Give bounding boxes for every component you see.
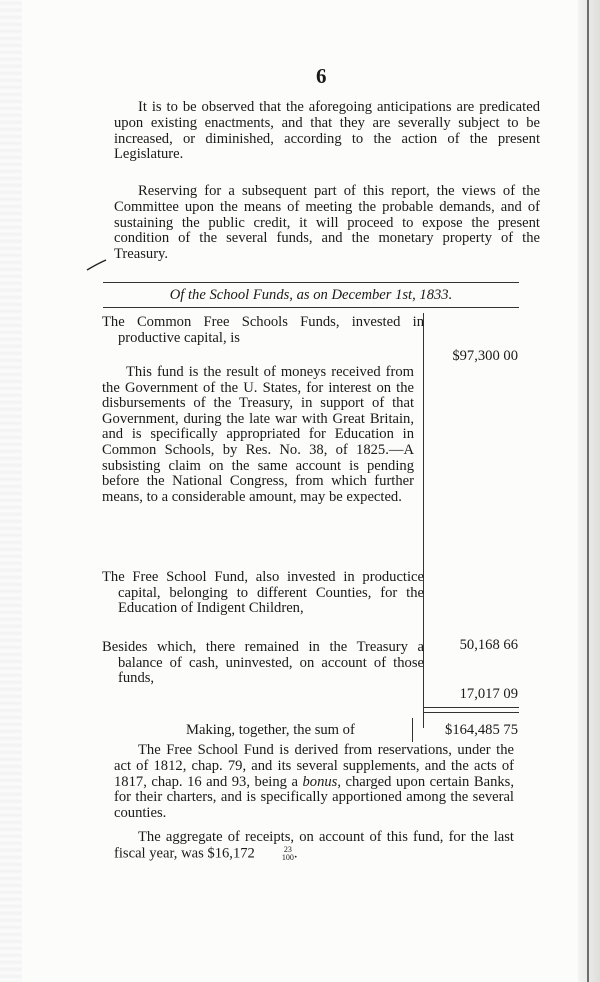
balance-entry: [102, 640, 424, 687]
fraction-numerator: 23: [283, 844, 292, 854]
balance-amount: 17,017 09: [459, 686, 518, 702]
common-fund-note-text: This fund is the result of moneys received from the Government of the U. States, for interest on the disbursements of the Treasury, in support of that Government, during the late war with Great Britain, and is specifically appropriated for Education in Common Schools, by Res. No. 38, of 1825.—A subsisting claim on the same account is pending before the National Congress, from which further means, to a considerable amount, may be expected.: [102, 364, 414, 505]
total-rule-lower: [423, 712, 519, 713]
section-rule-bottom: [103, 307, 519, 308]
paragraph-derivation: [114, 743, 514, 822]
pen-mark-icon: [86, 258, 108, 272]
paragraph-text: Reserving for a subsequent part of this report, the views of the Committee upon the means of meeting the probable demands, and of sustaining the public credit, it will proceed to expose the present condition of the several funds, and the monetary property of the Treasury.: [114, 183, 540, 263]
common-fund-entry: [102, 315, 424, 346]
section-rule-top: [103, 282, 519, 283]
common-fund-note: [102, 365, 414, 505]
binding-gutter-left: [0, 0, 22, 982]
paragraph-text: The aggregate of receipts, on account of this fund, for the last fiscal year, was $16,172 23 100 .: [114, 829, 514, 862]
paragraph-anticipations: [114, 100, 540, 163]
common-fund-text: The Common Free Schools Funds, invested in productive capital, is: [102, 314, 424, 346]
common-fund-amount: $97,300 00: [452, 348, 518, 364]
total-label: Making, together, the sum of: [186, 722, 355, 738]
section-title: Of the School Funds, as on December 1st, 1833.: [169, 287, 453, 303]
page-edge-line: [587, 0, 589, 982]
paragraph-reserving: [114, 184, 540, 263]
total-rule-upper: [423, 707, 519, 708]
free-school-fund-entry: [102, 570, 424, 617]
fraction-denominator: 100: [281, 852, 294, 862]
cents-fraction: [258, 846, 294, 862]
paragraph-text: [114, 743, 514, 822]
derivation-italic: bonus: [302, 773, 338, 790]
total-amount: $164,485 75: [445, 722, 518, 738]
receipts-text: The aggregate of receipts, on account of this fund, for the last fiscal year, was $16,172: [114, 829, 514, 862]
page-number: 6: [316, 64, 327, 88]
derivation-text-end: , charged upon certain Banks, for their charters, and is specifically apportioned among the several counties.: [114, 773, 514, 822]
free-school-fund-text: The Free School Fund, also invested in productice capital, belonging to different Counties, for the Education of Indigent Children,: [102, 569, 424, 617]
derivation-text-start: The Free School Fund is derived from reservations, under the act of 1812, chap. 79, and its several supplements, and the acts of 1817, chap. 16 and 93, being a: [114, 742, 514, 790]
paragraph-receipts: [114, 830, 514, 862]
binding-gutter-right: [578, 0, 600, 982]
free-school-fund-amount: 50,168 66: [459, 637, 518, 653]
paragraph-text: It is to be observed that the aforegoing anticipations are predicated upon existing enactments, and that they are severally subject to be increased, or diminished, according to the action of the present Legislature.: [114, 99, 540, 163]
balance-text: Besides which, there remained in the Treasury a balance of cash, uninvested, on account of those funds,: [102, 639, 424, 687]
